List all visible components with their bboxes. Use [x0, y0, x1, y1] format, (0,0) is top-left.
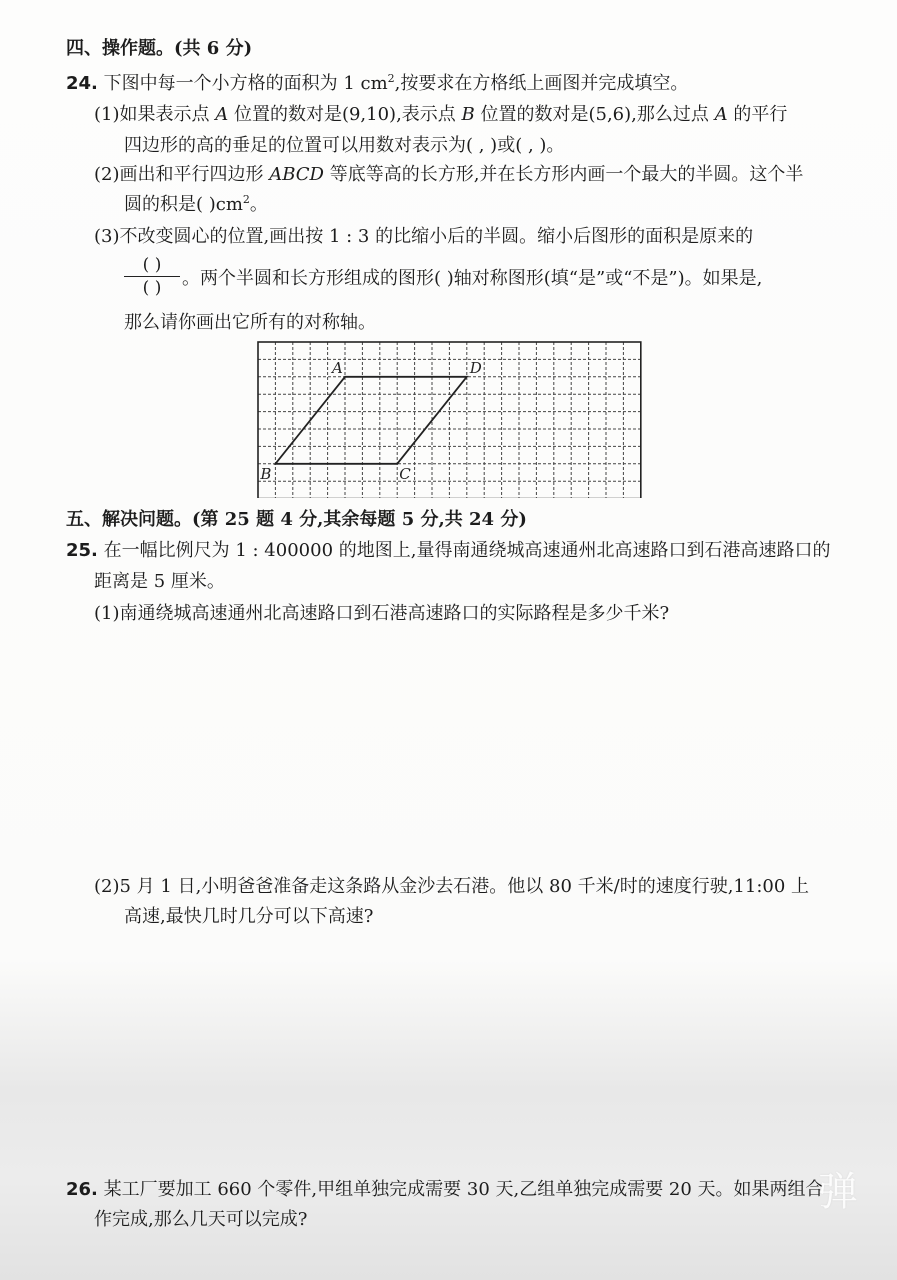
fraction-denominator: ( )	[142, 278, 162, 298]
q24-p2-text-b: 等底等高的长方形,并在长方形内画一个最大的半圆。这个半	[323, 164, 804, 185]
q24-part3-line3: 那么请你画出它所有的对称轴。	[124, 312, 376, 333]
fraction-bar	[124, 276, 180, 277]
section-5-heading: 五、解决问题。(第 25 题 4 分,其余每题 5 分,共 24 分)	[66, 509, 527, 530]
point-a-label-2: A	[714, 104, 728, 125]
q24-stem-text-b: ,按要求在方格纸上画图并完成填空。	[394, 73, 689, 94]
answer-fraction	[124, 257, 180, 297]
q26-line1	[66, 1178, 824, 1202]
section-4-heading: 四、操作题。(共 6 分)	[66, 38, 253, 59]
point-b-label: B	[461, 104, 475, 125]
vertex-label-b: B	[260, 464, 272, 483]
q24-p1-text-d: 的平行	[727, 104, 788, 125]
q24-p2-answer-text: 圆的积是( )cm	[124, 194, 243, 215]
q24-p2-sup: 2	[242, 193, 250, 206]
q26-line2: 作完成,那么几天可以完成?	[94, 1209, 308, 1230]
parallelogram-abcd	[275, 377, 466, 464]
q24-number: 24.	[66, 73, 98, 94]
grid-figure	[256, 340, 644, 498]
q24-part1-line1	[94, 103, 787, 127]
q24-part1-line2: 四边形的高的垂足的位置可以用数对表示为( , )或( , )。	[124, 135, 565, 156]
watermark-logo: 弹	[818, 1169, 858, 1215]
parallelogram-name: ABCD	[269, 164, 324, 185]
q24-stem	[66, 72, 688, 96]
q25-number: 25.	[66, 540, 98, 561]
q25-part2-line2: 高速,最快几时几分可以下高速?	[124, 906, 374, 927]
q26-text-1: 某工厂要加工 660 个零件,甲组单独完成需要 30 天,乙组单独完成需要 20 天。如果两组合	[103, 1179, 824, 1200]
q24-stem-sup: 2	[387, 72, 395, 85]
fraction-numerator: ( )	[142, 255, 162, 275]
q24-part3-line1: (3)不改变圆心的位置,画出按 1 : 3 的比缩小后的半圆。缩小后图形的面积是原来的	[94, 226, 754, 247]
q24-p2-text-a: (2)画出和平行四边形	[94, 164, 270, 185]
q25-text-1: 在一幅比例尺为 1 : 400000 的地图上,量得南通绕城高速通州北高速路口到石港高速路口的	[103, 540, 831, 561]
q24-part2-line2	[124, 193, 268, 217]
q24-part2-line1	[94, 163, 803, 187]
vertex-label-a: A	[332, 358, 343, 377]
q24-p2-end: 。	[249, 194, 268, 215]
grid-paper	[256, 340, 644, 498]
q24-p1-text-b: 位置的数对是(9,10),表示点	[228, 104, 462, 125]
q24-stem-text-a: 下图中每一个小方格的面积为 1 cm	[103, 73, 388, 94]
q24-p1-text-c: 位置的数对是(5,6),那么过点	[474, 104, 715, 125]
q24-part3-line2: 。两个半圆和长方形组成的图形( )轴对称图形(填“是”或“不是”)。如果是,	[182, 268, 763, 289]
q25-part1: (1)南通绕城高速通州北高速路口到石港高速路口的实际路程是多少千米?	[94, 603, 670, 624]
q25-part2-line1: (2)5 月 1 日,小明爸爸准备走这条路从金沙去石港。他以 80 千米/时的速度行驶,11:00 上	[94, 876, 810, 897]
q26-number: 26.	[66, 1179, 98, 1200]
q25-line2: 距离是 5 厘米。	[94, 571, 225, 592]
point-a-label: A	[215, 104, 229, 125]
q25-line1	[66, 539, 830, 563]
q24-p1-text-a: (1)如果表示点	[94, 104, 216, 125]
vertex-label-c: C	[399, 464, 411, 483]
vertex-label-d: D	[469, 358, 482, 377]
